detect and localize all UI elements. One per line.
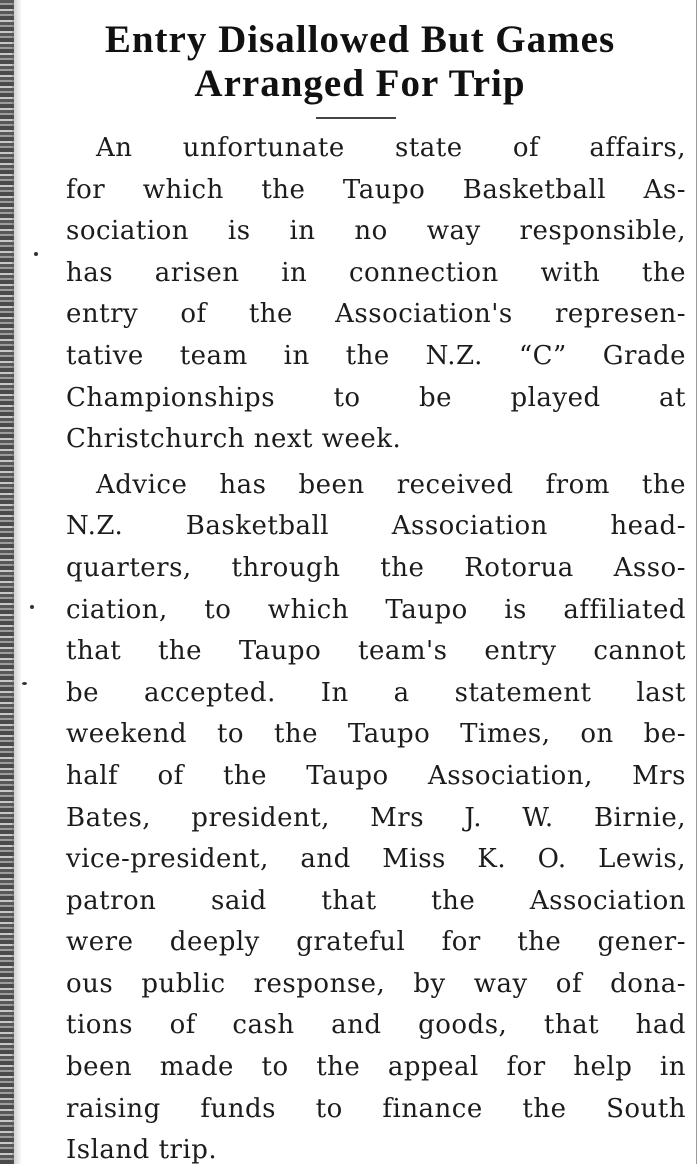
headline: [40, 18, 680, 106]
paragraph-line: for which the Taupo Basketball As-: [66, 174, 686, 205]
paragraph-1: [66, 128, 686, 461]
paragraph-line: half of the Taupo Association, Mrs: [66, 760, 686, 791]
paragraph-line: were deeply grateful for the gener-: [66, 927, 686, 958]
print-speck: [34, 252, 38, 256]
paragraph-line: entry of the Association's represen-: [66, 299, 686, 330]
headline-divider: [316, 117, 396, 119]
paragraph-line: raising funds to finance the South: [66, 1093, 686, 1124]
article-body: [66, 128, 686, 1172]
headline-line-1: Entry Disallowed But Games: [104, 18, 616, 61]
paragraph-line: Island trip.: [66, 1135, 218, 1166]
paragraph-line: that the Taupo team's entry cannot: [66, 636, 686, 667]
print-speck: [22, 682, 27, 685]
print-speck: [30, 605, 34, 609]
paragraph-line: be accepted. In a statement last: [66, 677, 686, 708]
paragraph-line: Championships to be played at: [66, 382, 686, 413]
paragraph-line: N.Z. Basketball Association head-: [66, 511, 686, 542]
paragraph-line: ciation, to which Taupo is affiliated: [66, 594, 686, 625]
paragraph-line: Christchurch next week.: [66, 424, 402, 455]
paragraph-line: An unfortunate state of affairs,: [96, 133, 686, 163]
paragraph-line: ous public response, by way of dona-: [66, 968, 686, 999]
paragraph-line: tions of cash and goods, that had: [66, 1010, 686, 1041]
paragraph-line: quarters, through the Rotorua Asso-: [66, 552, 686, 583]
edge-shadow: [12, 0, 22, 1164]
headline-line-2: Arranged For Trip: [194, 62, 526, 105]
paragraph-line: Bates, president, Mrs J. W. Birnie,: [66, 802, 686, 833]
paragraph-line: sociation is in no way responsible,: [66, 216, 686, 247]
paragraph-line: been made to the appeal for help in: [66, 1052, 686, 1083]
column-rule: [696, 0, 697, 1164]
paragraph-line: tative team in the N.Z. “C” Grade: [66, 340, 686, 371]
paragraph-line: Advice has been received from the: [96, 469, 686, 500]
paragraph-line: vice-president, and Miss K. O. Lewis,: [66, 844, 686, 875]
paragraph-line: patron said that the Association: [66, 885, 686, 916]
paragraph-2: [66, 465, 686, 1172]
paragraph-line: has arisen in connection with the: [66, 257, 686, 288]
paragraph-line: weekend to the Taupo Times, on be-: [66, 719, 686, 750]
